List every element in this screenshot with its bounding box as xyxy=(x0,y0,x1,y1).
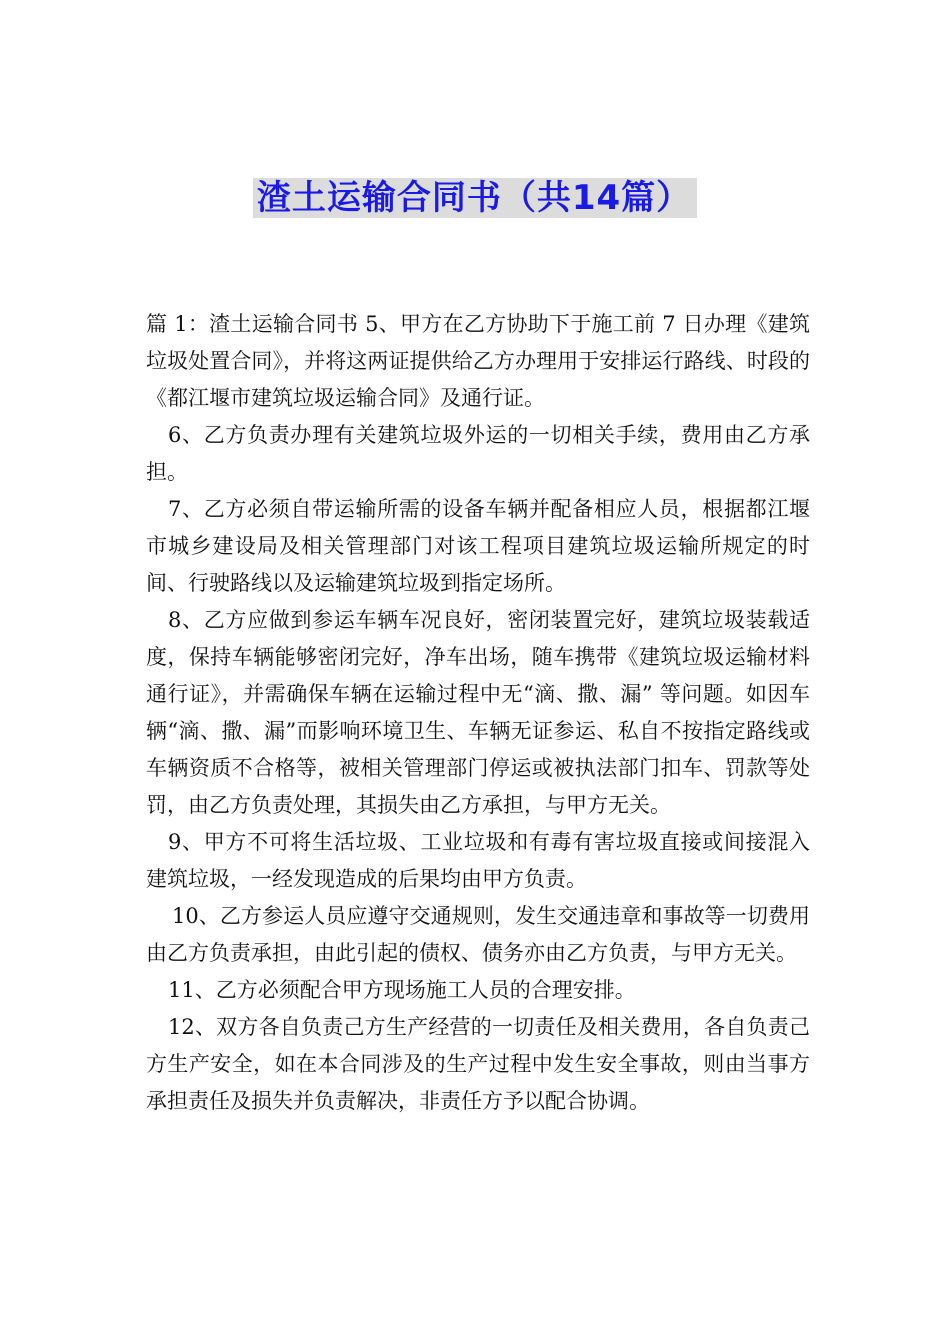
paragraph-7: 11、乙方必须配合甲方现场施工人员的合理安排。 xyxy=(168,978,636,1002)
paragraph-4: 8、乙方应做到参运车辆车况良好，密闭装置完好，建筑垃圾装载适度，保持车辆能够密闭完好，净车出场，随车携带《建筑垃圾运输材料通行证》，并需确保车辆在运输过程中无“滴、撒、漏” 等问题。如因车辆“滴、撒、漏”而影响环境卫生、车辆无证参运、私自不按指定路线或车辆资质不合格等，被相关管理部门停运或被执法部门扣车、罚款等处罚，由乙方负责处理，其损失由乙方承担，与甲方无关。 xyxy=(146,608,810,817)
paragraph-8: 12、双方各自负责己方生产经营的一切责任及相关费用，各自负责己方生产安全，如在本合同涉及的生产过程中发生安全事故，则由当事方承担责任及损失并负责解决，非责任方予以配合协调。 xyxy=(146,1015,810,1113)
paragraph-2: 6、乙方负责办理有关建筑垃圾外运的一切相关手续，费用由乙方承担。 xyxy=(146,423,810,484)
document-body xyxy=(146,306,810,1120)
paragraph-3: 7、乙方必须自带运输所需的设备车辆并配备相应人员，根据都江堰市城乡建设局及相关管理部门对该工程项目建筑垃圾运输所规定的时间、行驶路线以及运输建筑垃圾到指定场所。 xyxy=(146,497,810,595)
document-title: 渣土运输合同书（共14篇） xyxy=(253,178,697,218)
paragraph-5: 9、甲方不可将生活垃圾、工业垃圾和有毒有害垃圾直接或间接混入建筑垃圾，一经发现造成的后果均由甲方负责。 xyxy=(146,830,810,891)
paragraph-6: 10、乙方参运人员应遵守交通规则，发生交通违章和事故等一切费用由乙方负责承担，由此引起的债权、债务亦由乙方负责，与甲方无关。 xyxy=(146,904,810,965)
title-container xyxy=(0,178,950,218)
paragraph-1: 篇 1：渣土运输合同书 5、甲方在乙方协助下于施工前 7 日办理《建筑垃圾处置合同》，并将这两证提供给乙方办理用于安排运行路线、时段的《都江堰市建筑垃圾运输合同》及通行证。 xyxy=(146,312,810,410)
